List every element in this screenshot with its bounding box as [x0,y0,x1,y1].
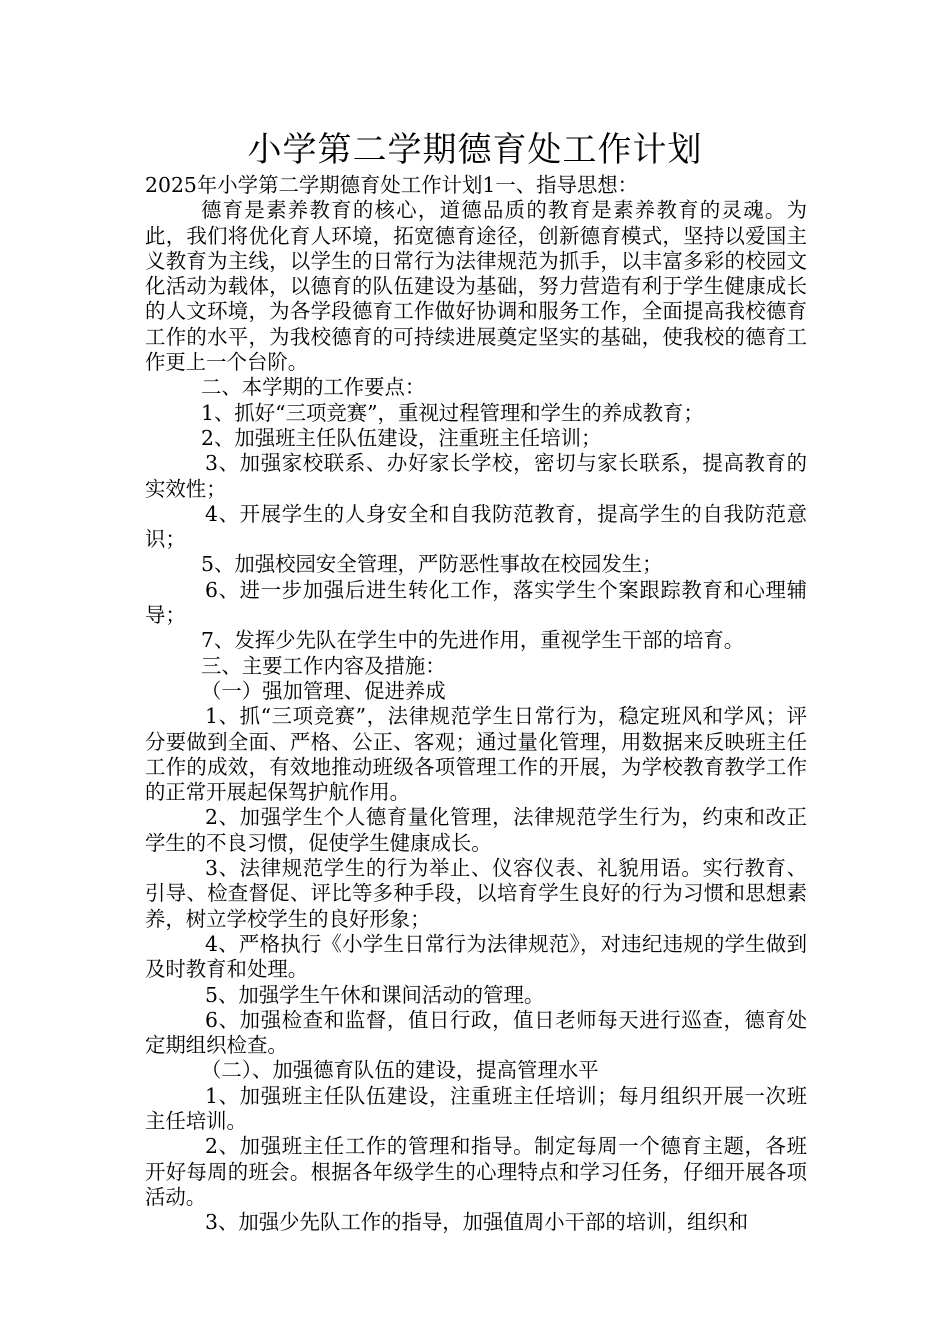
paragraph: 1、抓“三项竞赛”，法律规范学生日常行为，稳定班风和学风；评分要做到全面、严格、公正、客观；通过量化管理，用数据来反映班主任工作的成效，有效地推动班级各项管理工作的开展，为学校教育教学工作的正常开展起保驾护航作用。 [145,704,807,805]
paragraph: 二、本学期的工作要点： [201,375,426,400]
paragraph: （二）、加强德育队伍的建设，提高管理水平 [201,1058,599,1083]
paragraph: 三、主要工作内容及措施： [201,653,446,678]
paragraph: 6、进一步加强后进生转化工作，落实学生个案跟踪教育和心理辅导； [145,577,807,628]
document-body [145,173,807,1235]
paragraph: 4、开展学生的人身安全和自我防范教育，提高学生的自我防范意识； [145,501,807,552]
paragraph: 2、加强学生个人德育量化管理，法律规范学生行为，约束和改正学生的不良习惯，促使学生健康成长。 [145,805,807,855]
paragraph: 1、加强班主任队伍建设，注重班主任培训；每月组织开展一次班主任培训。 [145,1083,807,1133]
paragraph: （一）强加管理、促进养成 [201,678,446,703]
paragraph: 1、抓好“三项竞赛”，重视过程管理和学生的养成教育； [201,400,704,425]
paragraph: 4、严格执行《小学生日常行为法律规范》，对违纪违规的学生做到及时教育和处理。 [145,931,807,982]
paragraph: 2025年小学第二学期德育处工作计划1一、指导思想： [145,173,639,197]
paragraph: 6、加强检查和监督，值日行政，值日老师每天进行巡查，德育处定期组织检查。 [145,1007,807,1058]
paragraph: 3、加强少先队工作的指导，加强值周小干部的培训，组织和 [205,1210,749,1235]
document-title: 小学第二学期德育处工作计划 [247,130,703,170]
paragraph: 5、加强校园安全管理，严防恶性事故在校园发生； [201,552,663,577]
paragraph: 3、加强家校联系、办好家长学校，密切与家长联系，提高教育的实效性； [145,451,807,501]
paragraph: 5、加强学生午休和课间活动的管理。 [205,982,545,1007]
paragraph: 3、法律规范学生的行为举止、仪容仪表、礼貌用语。实行教育、引导、检查督促、评比等多种手段，以培育学生良好的行为习惯和思想素养，树立学校学生的良好形象； [145,856,807,931]
paragraph: 德育是素养教育的核心，道德品质的教育是素养教育的灵魂。为此，我们将优化育人环境，拓宽德育途径，创新德育模式，坚持以爱国主义教育为主线，以学生的日常行为法律规范为抓手，以丰富多彩的校园文化活动为载体，以德育的队伍建设为基础，努力营造有利于学生健康成长的人文环境，为各学段德育工作做好协调和服务工作，全面提高我校德育工作的水平，为我校德育的可持续进展奠定坚实的基础，使我校的德育工作更上一个台阶。 [145,198,807,375]
paragraph: 2、加强班主任工作的管理和指导。制定每周一个德育主题，各班开好每周的班会。根据各年级学生的心理特点和学习任务，仔细开展各项活动。 [145,1134,807,1209]
paragraph: 7、发挥少先队在学生中的先进作用，重视学生干部的培育。 [201,628,745,653]
paragraph: 2、加强班主任队伍建设，注重班主任培训； [201,425,602,450]
